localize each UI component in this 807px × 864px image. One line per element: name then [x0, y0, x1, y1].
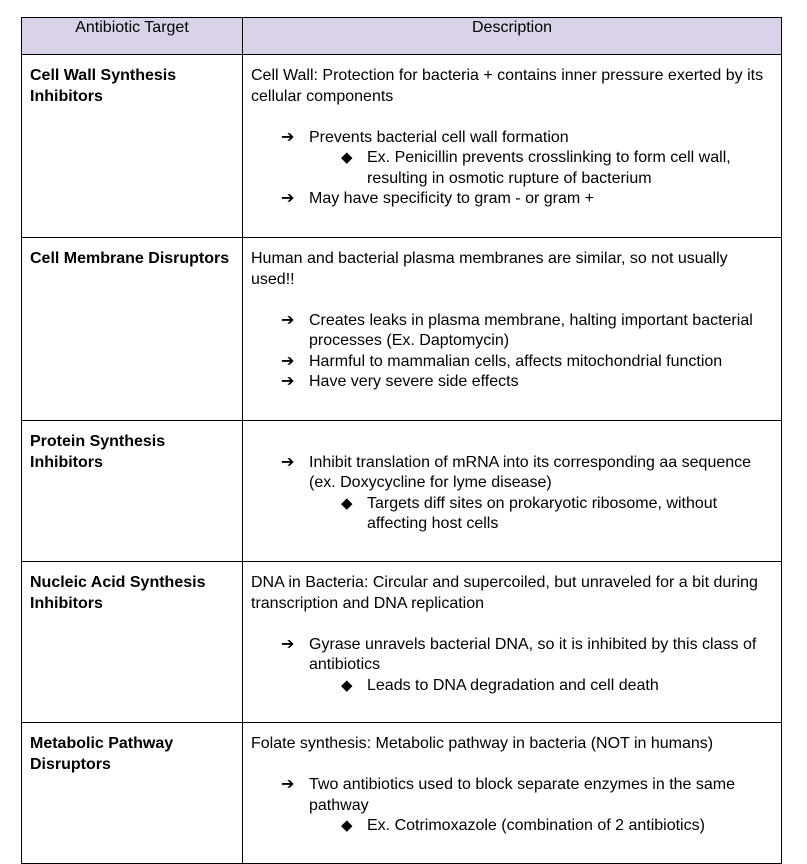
bullet-list — [251, 128, 773, 210]
sub-bullet-list — [309, 148, 773, 189]
description-intro: Cell Wall: Protection for bacteria + contains inner pressure exerted by its cellular components — [251, 67, 764, 105]
list-item — [251, 635, 773, 697]
table-row — [22, 723, 782, 864]
arrow-bullet-icon: ➔ — [281, 373, 295, 390]
list-item — [309, 494, 773, 535]
list-item — [309, 676, 773, 697]
sub-bullet-list — [309, 494, 773, 535]
bullet-list — [251, 453, 773, 535]
arrow-bullet-icon: ➔ — [281, 128, 295, 146]
diamond-bullet-icon: ◆ — [341, 149, 353, 166]
header-row — [22, 18, 782, 55]
sub-bullet-text: Ex. Penicillin prevents crosslinking to form cell wall, resulting in osmotic rupture of bacterium — [367, 149, 731, 187]
arrow-bullet-icon: ➔ — [281, 352, 295, 370]
list-item — [251, 453, 773, 535]
table-row — [22, 238, 782, 421]
sub-bullet-list — [309, 676, 773, 697]
arrow-bullet-icon: ➔ — [281, 311, 295, 329]
table-row — [22, 55, 782, 238]
diamond-bullet-icon: ◆ — [341, 817, 353, 834]
description-cell — [243, 238, 782, 421]
list-item — [309, 816, 773, 837]
bullet-text: Two antibiotics used to block separate enzymes in the same pathway — [309, 776, 735, 814]
sub-bullet-text: Targets diff sites on prokaryotic ribosome, without affecting host cells — [367, 494, 718, 532]
list-item — [251, 775, 773, 837]
antibiotic-targets-table — [21, 17, 782, 864]
target-cell: Protein Synthesis Inhibitors — [22, 421, 243, 562]
header-antibiotic-target: Antibiotic Target — [22, 18, 243, 55]
arrow-bullet-icon: ➔ — [281, 190, 295, 207]
bullet-text: Harmful to mammalian cells, affects mitochondrial function — [309, 352, 723, 370]
list-item — [251, 128, 773, 190]
sub-bullet-list — [309, 816, 773, 837]
arrow-bullet-icon: ➔ — [281, 635, 295, 653]
sub-bullet-text: Ex. Cotrimoxazole (combination of 2 antibiotics) — [367, 817, 705, 834]
diamond-bullet-icon: ◆ — [341, 676, 353, 694]
bullet-text: Have very severe side effects — [309, 373, 519, 390]
list-item — [251, 352, 773, 373]
list-item — [251, 372, 773, 393]
bullet-text: Prevents bacterial cell wall formation — [309, 128, 569, 146]
description-cell — [243, 55, 782, 238]
target-cell: Cell Membrane Disruptors — [22, 238, 243, 421]
bullet-text: Creates leaks in plasma membrane, halting important bacterial processes (Ex. Daptomycin) — [309, 311, 753, 349]
bullet-text: Inhibit translation of mRNA into its corresponding aa sequence (ex. Doxycycline for lyme disease) — [309, 453, 752, 491]
bullet-list — [251, 311, 773, 393]
list-item — [251, 189, 773, 210]
diamond-bullet-icon: ◆ — [341, 494, 353, 512]
description-cell — [243, 562, 782, 723]
list-item — [251, 311, 773, 352]
description-intro: Human and bacterial plasma membranes are similar, so not usually used!! — [251, 250, 728, 288]
target-cell: Metabolic Pathway Disruptors — [22, 723, 243, 864]
list-item — [309, 148, 773, 189]
table-row — [22, 562, 782, 723]
bullet-list — [251, 775, 773, 837]
target-cell: Cell Wall Synthesis Inhibitors — [22, 55, 243, 238]
description-intro: Folate synthesis: Metabolic pathway in bacteria (NOT in humans) — [251, 735, 714, 752]
description-cell — [243, 421, 782, 562]
arrow-bullet-icon: ➔ — [281, 453, 295, 471]
description-intro: DNA in Bacteria: Circular and supercoiled, but unraveled for a bit during transcription and DNA replication — [251, 574, 758, 612]
bullet-list — [251, 635, 773, 697]
bullet-text: May have specificity to gram - or gram + — [309, 190, 594, 207]
table-row — [22, 421, 782, 562]
target-cell: Nucleic Acid Synthesis Inhibitors — [22, 562, 243, 723]
bullet-text: Gyrase unravels bacterial DNA, so it is inhibited by this class of antibiotics — [309, 635, 757, 673]
header-description: Description — [243, 18, 782, 55]
arrow-bullet-icon: ➔ — [281, 776, 295, 793]
sub-bullet-text: Leads to DNA degradation and cell death — [367, 676, 659, 694]
description-cell — [243, 723, 782, 864]
